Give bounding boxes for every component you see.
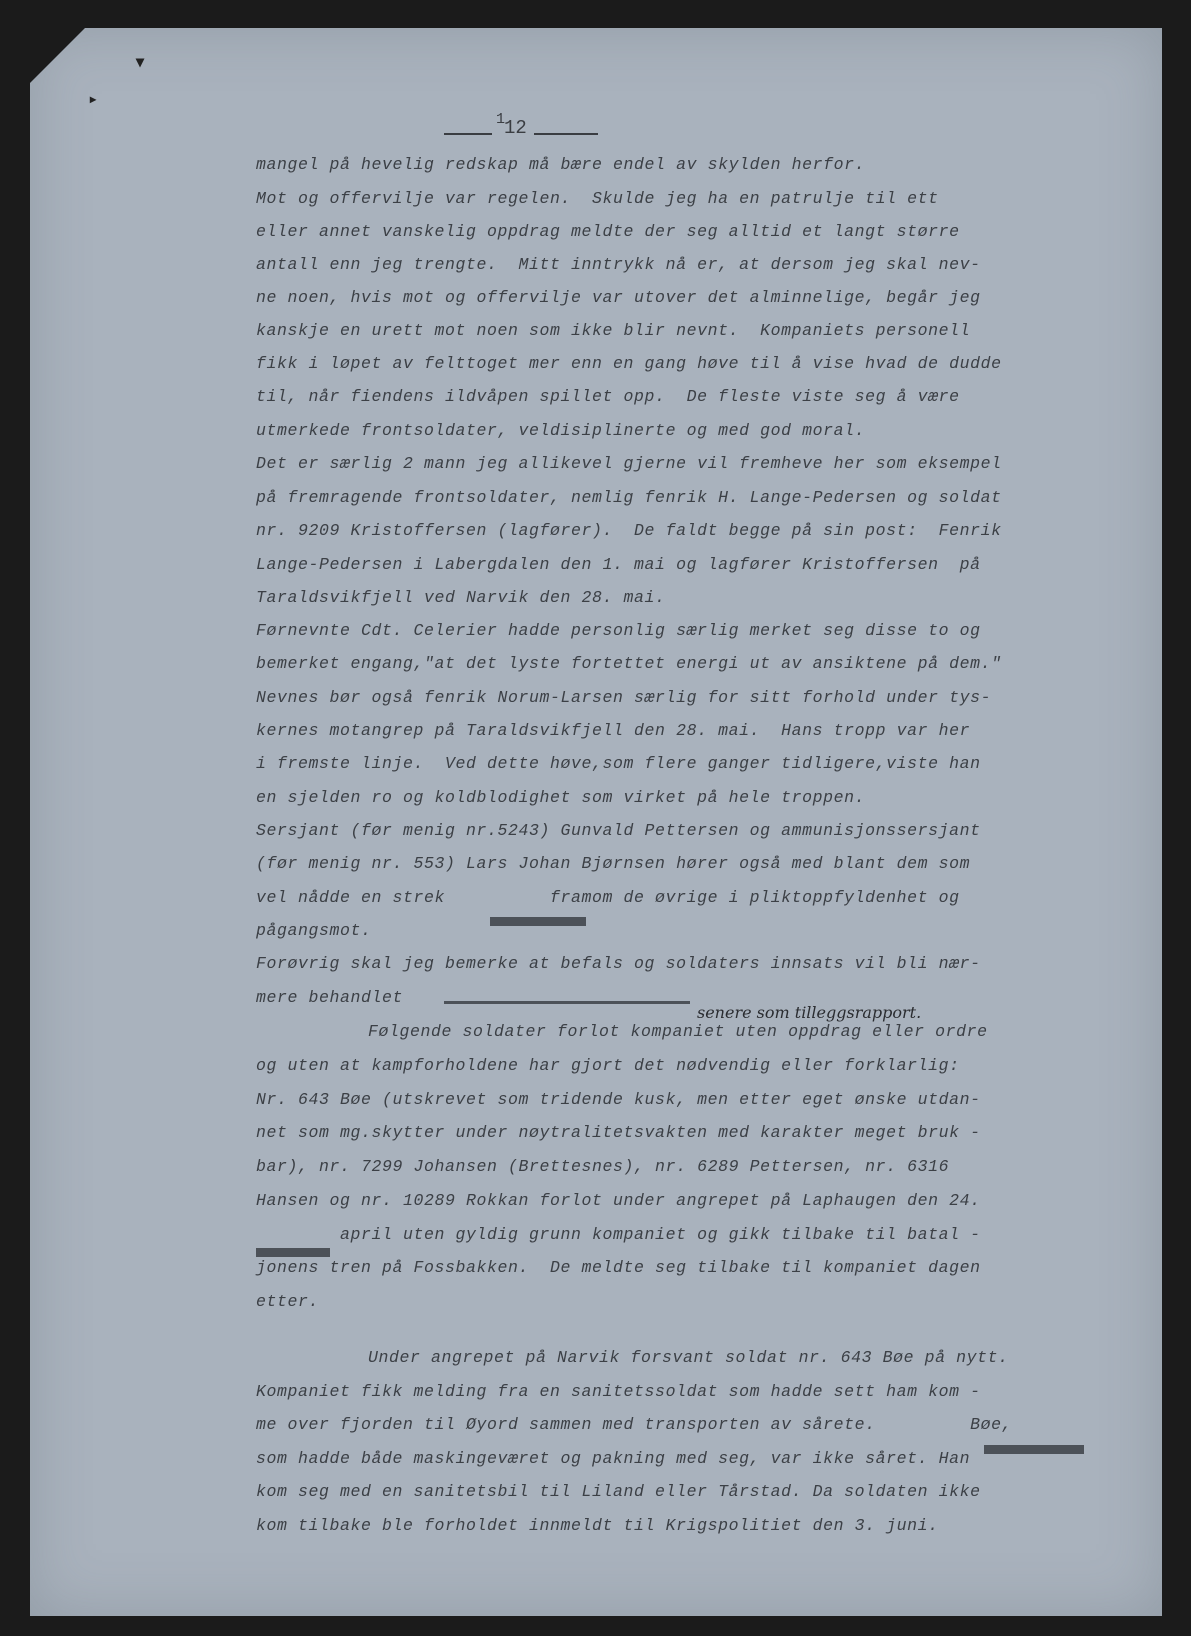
text-line: Taraldsvikfjell ved Narvik den 28. mai. (256, 588, 666, 607)
text-line: Lange-Pedersen i Labergdalen den 1. mai og lagfører Kristoffersen på (256, 555, 981, 574)
strikethrough-mark (444, 1001, 690, 1004)
text-line: bar), nr. 7299 Johansen (Brettesnes), nr. 6289 Pettersen, nr. 6316 (256, 1157, 950, 1176)
text-line: Førnevnte Cdt. Celerier hadde personlig særlig merket seg disse to og (256, 621, 981, 640)
text-line: antall enn jeg trengte. Mitt inntrykk nå er, at dersom jeg skal nev- (256, 255, 981, 274)
text-line: me over fjorden til Øyord sammen med transporten av sårete. Bøe, (256, 1415, 1013, 1434)
text-line: Sersjant (før menig nr.5243) Gunvald Pettersen og ammunisjonssersjant (256, 821, 981, 840)
text-line: utmerkede frontsoldater, veldisiplinerte og med god moral. (256, 421, 866, 440)
text-line: etter. (256, 1292, 320, 1311)
text-line: april uten gyldig grunn kompaniet og gikk tilbake til batal - (256, 1225, 981, 1244)
text-line: ne noen, hvis mot og offervilje var utover det alminnelige, begår jeg (256, 288, 981, 307)
text-line: som hadde både maskingeværet og pakning med seg, var ikke såret. Han (256, 1449, 971, 1468)
text-line: kernes motangrep på Taraldsvikfjell den 28. mai. Hans tropp var her (256, 721, 971, 740)
text-line: på fremragende frontsoldater, nemlig fenrik H. Lange-Pedersen og soldat (256, 488, 1002, 507)
text-line: en sjelden ro og koldblodighet som virket på hele troppen. (256, 788, 866, 807)
strikethrough-mark (490, 917, 586, 926)
strikethrough-mark (984, 1445, 1084, 1454)
margin-mark: ▾ (136, 54, 145, 71)
page-number-superscript: 1 (496, 111, 506, 128)
strikethrough-mark (256, 1248, 330, 1257)
text-line: Følgende soldater forlot kompaniet uten oppdrag eller ordre (368, 1022, 988, 1041)
text-line: mangel på hevelig redskap må bære endel av skylden herfor. (256, 155, 866, 174)
text-line: net som mg.skytter under nøytralitetsvakten med karakter meget bruk - (256, 1123, 981, 1142)
text-line: Nevnes bør også fenrik Norum-Larsen særlig for sitt forhold under tys- (256, 688, 992, 707)
text-line: til, når fiendens ildvåpen spillet opp. De fleste viste seg å være (256, 387, 960, 406)
text-line: Hansen og nr. 10289 Rokkan forlot under angrepet på Laphaugen den 24. (256, 1191, 981, 1210)
margin-mark: ▸ (90, 92, 97, 106)
text-line: jonens tren på Fossbakken. De meldte seg tilbake til kompaniet dagen (256, 1258, 981, 1277)
text-line: Kompaniet fikk melding fra en sanitetssoldat som hadde sett ham kom - (256, 1382, 981, 1401)
text-line: fikk i løpet av felttoget mer enn en gang høve til å vise hvad de dudde (256, 354, 1002, 373)
text-line: Forøvrig skal jeg bemerke at befals og soldaters innsats vil bli nær- (256, 954, 981, 973)
text-line: Nr. 643 Bøe (utskrevet som tridende kusk, men etter eget ønske utdan- (256, 1090, 981, 1109)
text-line: Under angrepet på Narvik forsvant soldat nr. 643 Bøe på nytt. (368, 1348, 1009, 1367)
text-line: kom seg med en sanitetsbil til Liland eller Tårstad. Da soldaten ikke (256, 1482, 981, 1501)
text-line: og uten at kampforholdene har gjort det nødvendig eller forklarlig: (256, 1056, 960, 1075)
page-number-value: 12 (504, 117, 527, 139)
text-line: kom tilbake ble forholdet innmeldt til Krigspolitiet den 3. juni. (256, 1516, 939, 1535)
handwritten-note: senere som tilleggsrapport. (697, 1003, 922, 1022)
text-line: eller annet vanskelig oppdrag meldte der seg alltid et langt større (256, 222, 960, 241)
text-line: vel nådde en strek framom de øvrige i pliktoppfyldenhet og (256, 888, 960, 907)
text-line: nr. 9209 Kristoffersen (lagfører). De faldt begge på sin post: Fenrik (256, 521, 1002, 540)
text-line: pågangsmot. (256, 921, 372, 940)
text-line: kanskje en urett mot noen som ikke blir nevnt. Kompaniets personell (256, 321, 971, 340)
text-line: Mot og offervilje var regelen. Skulde jeg ha en patrulje til ett (256, 189, 939, 208)
text-line: mere behandlet (256, 988, 404, 1007)
text-line: (før menig nr. 553) Lars Johan Bjørnsen hører også med blant dem som (256, 854, 971, 873)
text-line: Det er særlig 2 mann jeg allikevel gjerne vil fremheve her som eksempel (256, 454, 1002, 473)
text-line: bemerket engang,"at det lyste fortettet energi ut av ansiktene på dem." (256, 654, 1002, 673)
text-line: i fremste linje. Ved dette høve,som flere ganger tidligere,viste han (256, 754, 981, 773)
page-number (444, 111, 598, 145)
